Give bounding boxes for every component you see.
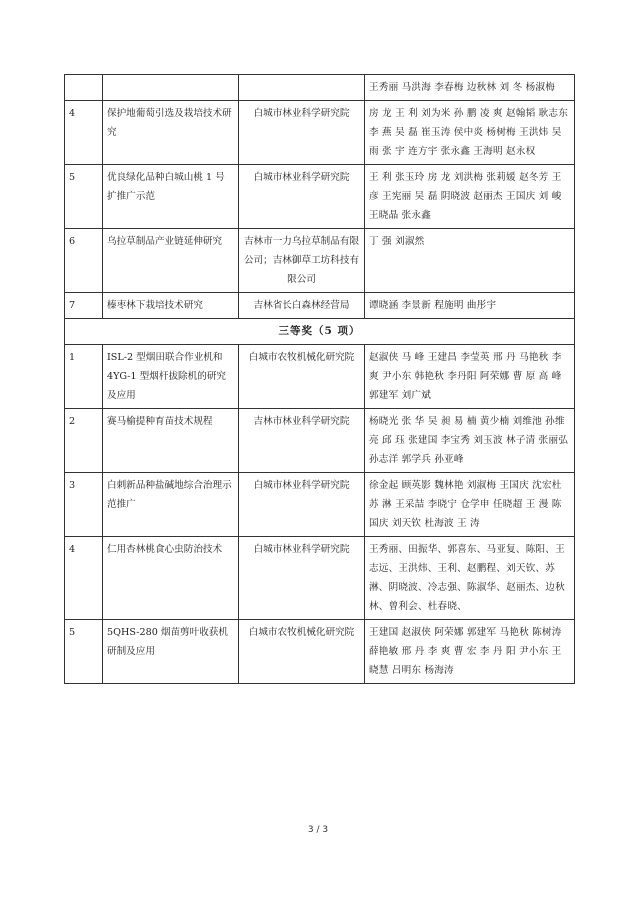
table-row xyxy=(65,409,575,473)
project-name: ISL-2 型烟田联合作业机和 4YG-1 型烟杆拔除机的研究及应用 xyxy=(103,345,239,409)
page-number: 3 / 3 xyxy=(307,825,329,835)
row-index xyxy=(65,75,103,101)
completing-people: 王秀丽 马洪海 李春梅 边秋林 刘 冬 杨淑梅 xyxy=(365,75,575,101)
row-index: 3 xyxy=(65,473,103,537)
completing-unit: 白城市林业科学研究院 xyxy=(239,165,365,229)
table-row xyxy=(65,101,575,165)
project-name: 5QHS-280 烟苗剪叶收获机研制及应用 xyxy=(103,620,239,684)
row-index: 6 xyxy=(65,229,103,293)
completing-unit xyxy=(239,75,365,101)
row-index: 7 xyxy=(65,293,103,319)
completing-unit: 吉林省长白森林经营局 xyxy=(239,293,365,319)
row-index: 4 xyxy=(65,537,103,620)
table-row xyxy=(65,165,575,229)
table-row xyxy=(65,229,575,293)
third-prize-rows xyxy=(65,345,575,684)
completing-unit: 吉林市林业科学研究院 xyxy=(239,409,365,473)
project-name: 榛枣林下栽培技术研究 xyxy=(103,293,239,319)
project-name: 赛马榆提种育苗技术规程 xyxy=(103,409,239,473)
table-row xyxy=(65,345,575,409)
completing-people: 丁 强 刘淑然 xyxy=(365,229,575,293)
award-table xyxy=(64,74,575,684)
completing-people: 王建国 赵淑侠 阿荣娜 郭建军 马艳秋 陈树涛 薛艳敏 邢 丹 李 爽 曹 宏 李 丹 阳 尹小东 王晓慧 吕明东 杨海涛 xyxy=(365,620,575,684)
completing-people: 徐金起 顾英影 魏林艳 刘淑梅 王国庆 沈宏杜 苏 淋 王采喆 李晓宁 仓学申 任晓超 王 漫 陈国庆 刘天钦 杜海波 王 涛 xyxy=(365,473,575,537)
table-row xyxy=(65,473,575,537)
row-index: 5 xyxy=(65,620,103,684)
completing-people: 杨晓光 张 华 吴 昶 易 楠 黄少楠 刘维池 孙维亮 邱 珏 张建国 李宝秀 刘玉波 林子清 张丽弘 孙志洋 郭学兵 孙亚峰 xyxy=(365,409,575,473)
second-prize-rows xyxy=(65,75,575,319)
completing-unit: 白城市林业科学研究院 xyxy=(239,473,365,537)
completing-people: 赵淑侠 马 峰 王建昌 李莹英 邢 丹 马艳秋 李 爽 尹小东 韩艳秋 李丹阳 阿荣娜 曹 原 高 峰 郭建军 刘广斌 xyxy=(365,345,575,409)
completing-unit: 白城市林业科学研究院 xyxy=(239,101,365,165)
row-index: 1 xyxy=(65,345,103,409)
project-name xyxy=(103,75,239,101)
table-row xyxy=(65,620,575,684)
completing-people: 王 利 张玉玲 房 龙 刘洪梅 张莉媛 赵冬芳 王 彦 王宪丽 吴 磊 阴晓波 赵丽杰 王国庆 刘 峻 王晓晶 张永鑫 xyxy=(365,165,575,229)
completing-people: 房 龙 王 利 刘为米 孙 鹏 凌 爽 赵翰韬 耿志东 李 燕 吴 磊 崔玉涛 侯中炎 杨树梅 王洪炜 吴 雨 张 宇 连方宇 张永鑫 王海明 赵永权 xyxy=(365,101,575,165)
row-index: 2 xyxy=(65,409,103,473)
completing-unit: 白城市林业科学研究院 xyxy=(239,537,365,620)
project-name: 仁用杏林桃食心虫防治技术 xyxy=(103,537,239,620)
table-row xyxy=(65,75,575,101)
completing-people: 谭晓涵 李景新 程施明 曲彤宇 xyxy=(365,293,575,319)
row-index: 5 xyxy=(65,165,103,229)
table-row xyxy=(65,537,575,620)
section-header-row xyxy=(65,319,575,345)
project-name: 保护地葡萄引选及栽培技术研究 xyxy=(103,101,239,165)
completing-unit: 白城市农牧机械化研究院 xyxy=(239,620,365,684)
table-row xyxy=(65,293,575,319)
row-index: 4 xyxy=(65,101,103,165)
completing-unit: 吉林市一力乌拉草制品有限公司；吉林御草工坊科技有限公司 xyxy=(239,229,365,293)
completing-unit: 白城市农牧机械化研究院 xyxy=(239,345,365,409)
completing-people: 王秀丽、田振华、郭喜东、马亚复、陈阳、王志远、王洪炜、王利、赵鹏程、刘天钦、苏淋、阴晓波、冷志强、陈淑华、赵丽杰、边秋林、曾利会、杜春晓、 xyxy=(365,537,575,620)
project-name: 乌拉草制品产业链延伸研究 xyxy=(103,229,239,293)
project-name: 优良绿化品种白城山桃 1 号扩推广示范 xyxy=(103,165,239,229)
project-name: 白刺新品种盐碱地综合治理示范推广 xyxy=(103,473,239,537)
section-title: 三等奖（5 项） xyxy=(65,319,575,345)
